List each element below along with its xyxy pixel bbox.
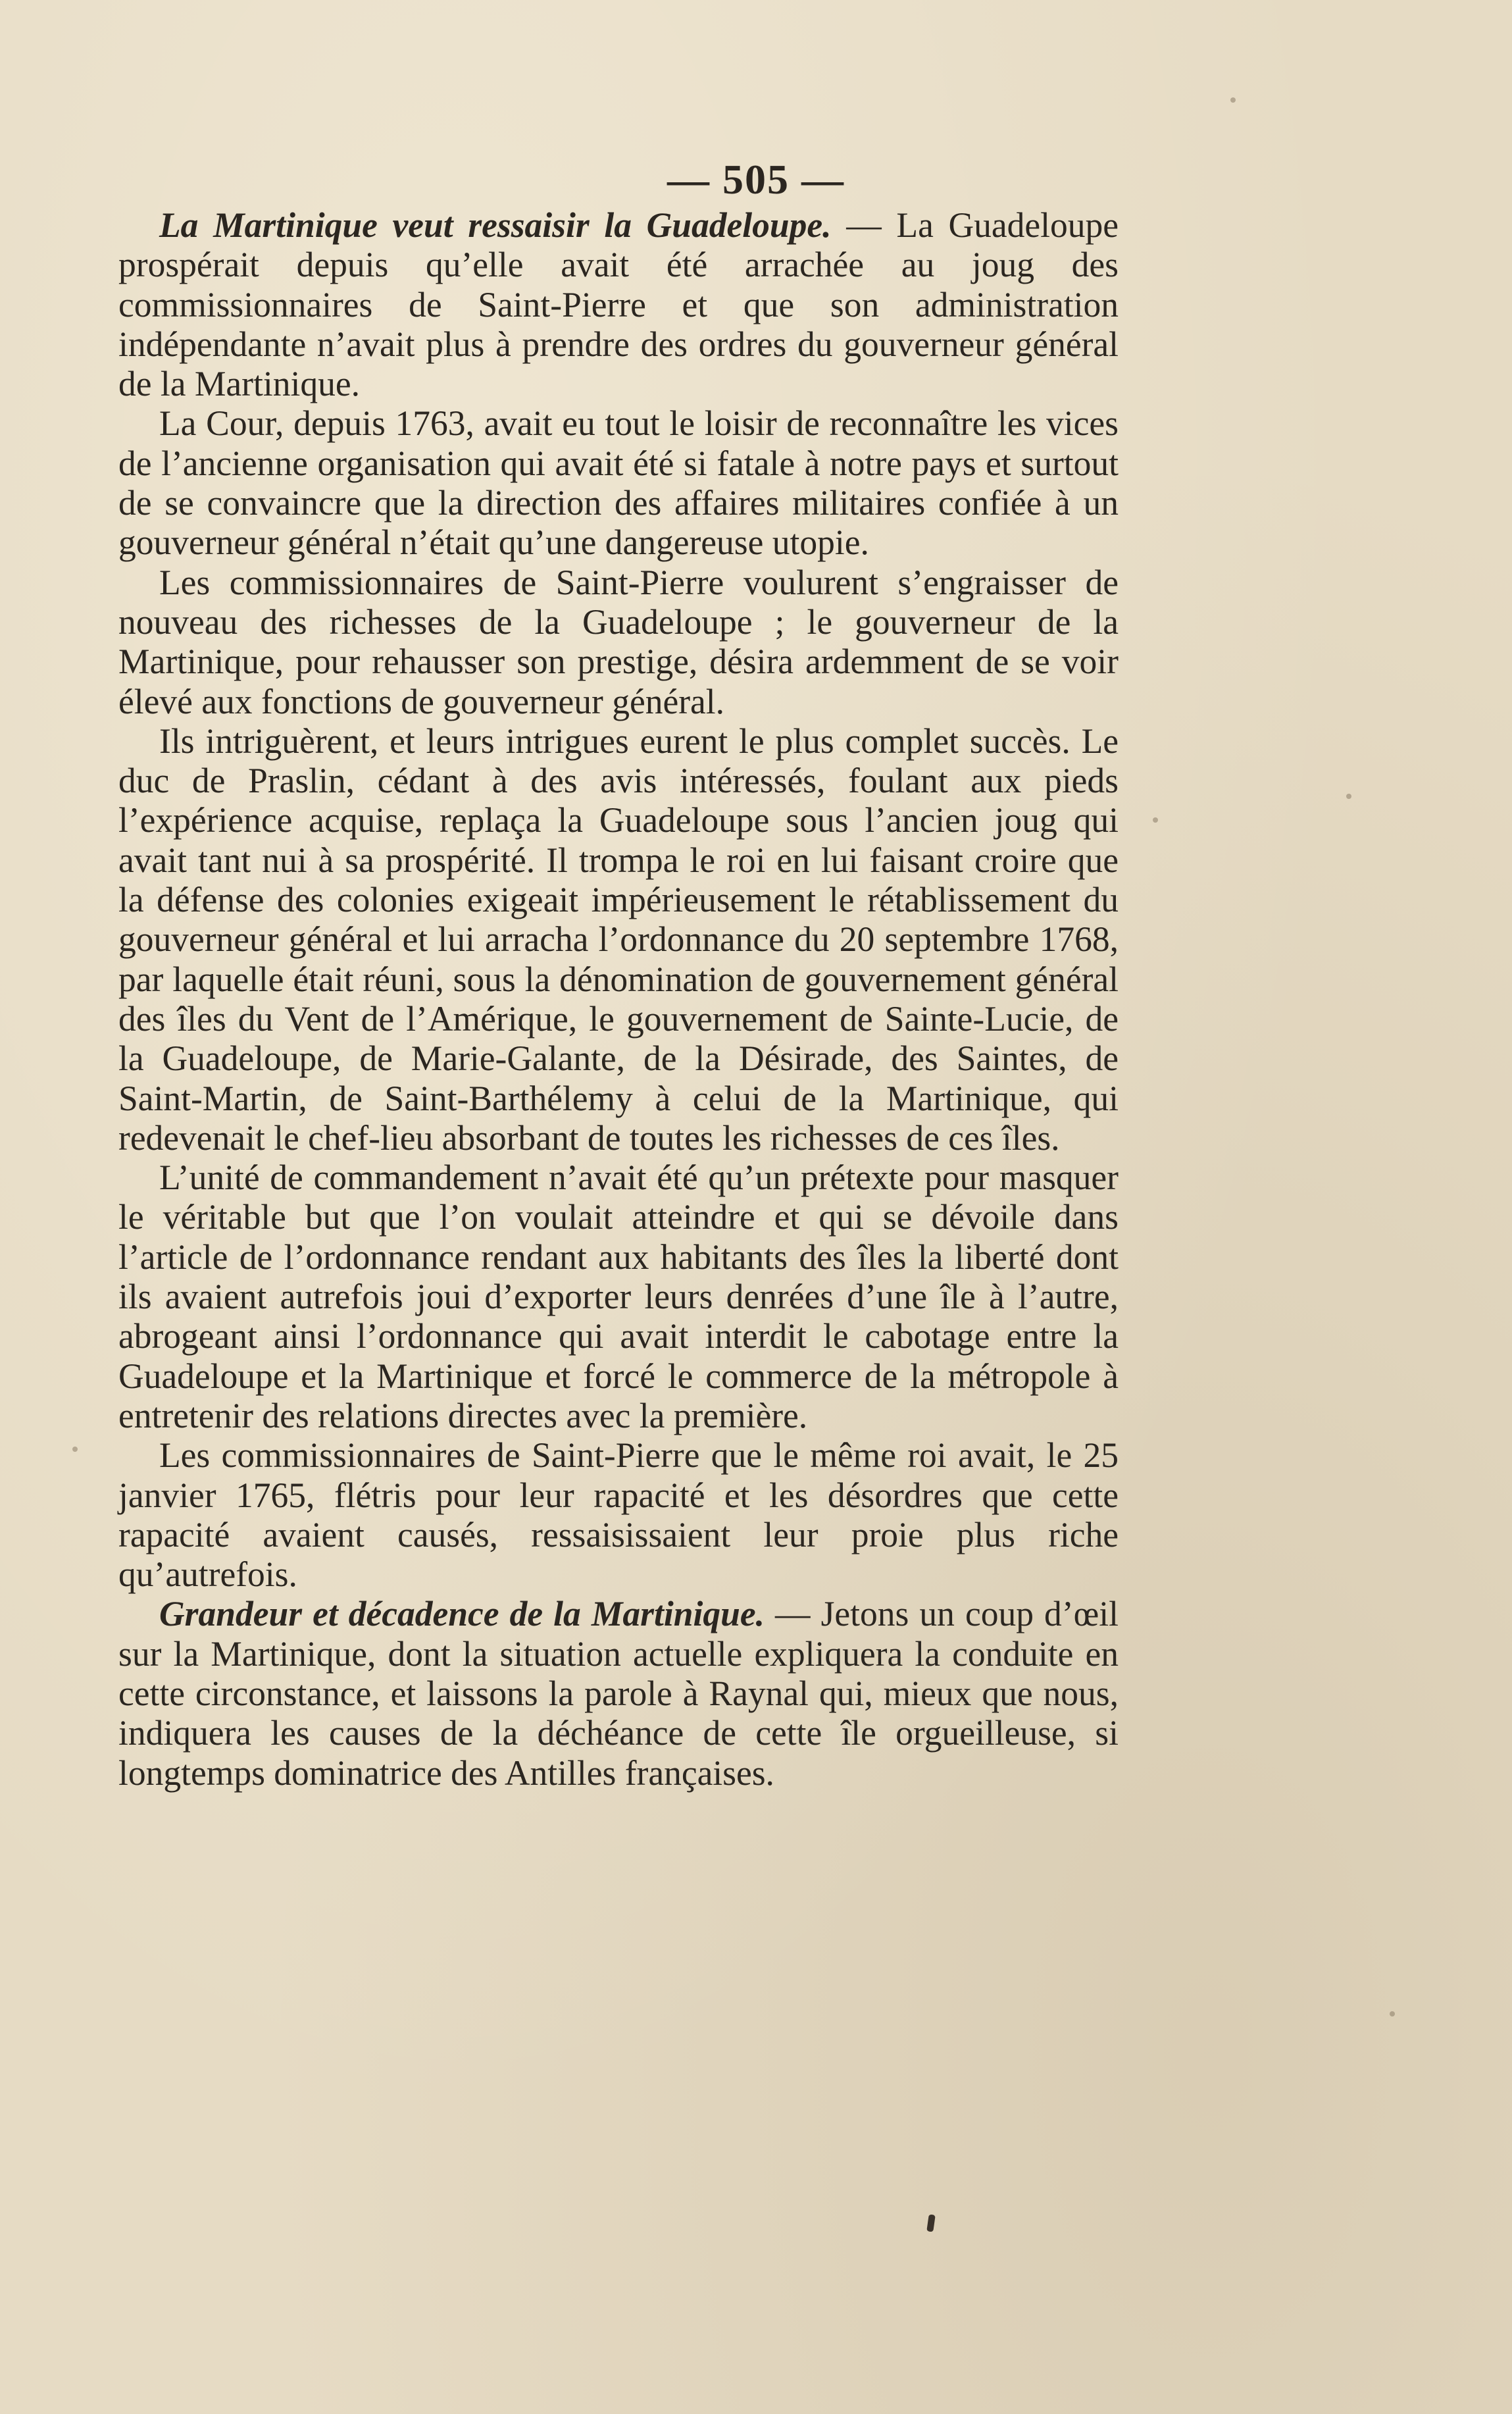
paragraph [118, 563, 1119, 721]
section-heading: Grandeur et décadence de la Martinique. [159, 1594, 765, 1634]
paragraph [118, 721, 1119, 1158]
paragraph-text: — La Guadeloupe prospérait depuis qu’elle avait été arrachée au joug des commissionnaires de Saint-Pierre et que son administration indépendante n’avait plus à prendre des ordres du gouverneur général de la Martinique. [118, 205, 1119, 404]
paragraph [118, 1158, 1119, 1435]
paragraph [118, 205, 1119, 403]
paragraph [118, 1594, 1119, 1792]
paper-speck [1153, 817, 1158, 823]
paragraph-text: La Cour, depuis 1763, avait eu tout le loisir de reconnaître les vices de l’ancienne organisation qui avait été si fatale à notre pays et surtout de se convaincre que la direction des affaires militaires confiée à un gouverneur général n’était qu’une dangereuse utopie. [118, 403, 1119, 563]
paper-speck [1230, 97, 1236, 103]
page-number: — 505 — [667, 156, 845, 203]
paragraph [118, 1435, 1119, 1594]
paragraph-text: — Jetons un coup d’œil sur la Martinique, dont la situation actuelle expliquera la conduite en cette circonstance, et laissons la parole à Raynal qui, mieux que nous, indiquera les causes de la déchéance de cette île orgueilleuse, si longtemps dominatrice des Antilles françaises. [118, 1594, 1119, 1793]
paper-speck [72, 1447, 78, 1452]
body-text [118, 205, 1119, 1793]
paragraph-text: Les commissionnaires de Saint-Pierre voulurent s’engraisser de nouveau des richesses de la Guadeloupe ; le gouverneur de la Martinique, pour rehausser son prestige, désira ardemment de se voir élevé aux fonctions de gouverneur général. [118, 562, 1119, 721]
section-heading: La Martinique veut ressaisir la Guadeloupe. [159, 205, 832, 245]
paragraph-text: L’unité de commandement n’avait été qu’un prétexte pour masquer le véritable but que l’on voulait atteindre et qui se dévoile dans l’article de l’ordonnance rendant aux habitants des îles la liberté dont ils avaient autrefois joui d’exporter leurs denrées d’une île à l’autre, abrogeant ainsi l’ordonnance qui avait interdit le cabotage entre la Guadeloupe et la Martinique et forcé le commerce de la métropole à entretenir des relations directes avec la première. [118, 1158, 1119, 1435]
paragraph [118, 403, 1119, 562]
paper-speck [1390, 2011, 1395, 2016]
paragraph-text: Ils intriguèrent, et leurs intrigues eurent le plus complet succès. Le duc de Praslin, cédant à des avis intéressés, foulant aux pieds l’expérience acquise, replaça la Guadeloupe sous l’ancien joug qui avait tant nui à sa prospérité. Il trompa le roi en lui faisant croire que la défense des colonies exigeait impérieusement le rétablissement du gouverneur général et lui arracha l’ordonnance du 20 septembre 1768, par laquelle était réuni, sous la dénomination de gouvernement général des îles du Vent de l’Amérique, le gouvernement de Sainte-Lucie, de la Guadeloupe, de Marie-Galante, de la Désirade, des Saintes, de Saint-Martin, de Saint-Barthélemy à celui de la Martinique, qui redevenait le chef-lieu absorbant de toutes les richesses de ces îles. [118, 721, 1119, 1158]
paper-speck [1346, 794, 1351, 799]
paragraph-text: Les commissionnaires de Saint-Pierre que le même roi avait, le 25 janvier 1765, flétris pour leur rapacité et les désordres que cette rapacité avaient causés, ressaisissaient leur proie plus riche qu’autrefois. [118, 1435, 1119, 1595]
